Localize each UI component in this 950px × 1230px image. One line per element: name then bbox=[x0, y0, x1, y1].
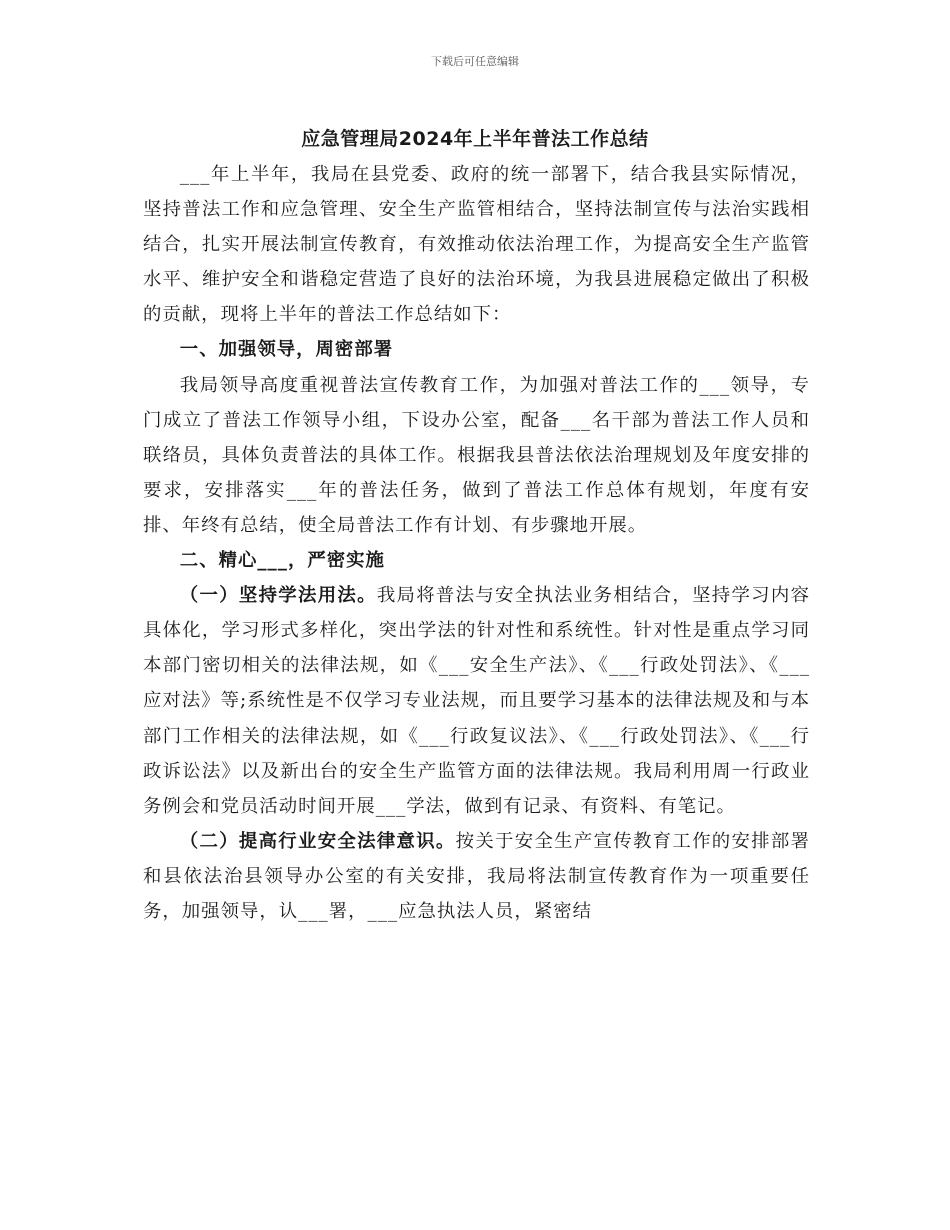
section-2-item-2 bbox=[143, 824, 810, 929]
page-header-note: 下载后可任意编辑 bbox=[431, 55, 519, 68]
section-1-paragraph: 我局领导高度重视普法宣传教育工作，为加强对普法工作的___领导，专门成立了普法工作领导小组，下设办公室，配备___名干部为普法工作人员和联络员，具体负责普法的具体工作。根据我县普法依法治理规划及年度安排的要求，安排落实___年的普法任务，做到了普法工作总体有规划，年度有安排、年终有总结，使全局普法工作有计划、有步骤地开展。 bbox=[143, 374, 810, 536]
item-1-lead: （一）坚持学法用法。 bbox=[179, 585, 377, 607]
section-2-item-1 bbox=[143, 578, 810, 824]
section-1-heading: 一、加强领导，周密部署 bbox=[179, 339, 394, 361]
section-2-heading: 二、精心___，严密实施 bbox=[179, 550, 385, 572]
item-2-lead: （二）提高行业安全法律意识。 bbox=[179, 830, 456, 852]
document-title: 应急管理局2024年上半年普法工作总结 bbox=[301, 128, 649, 150]
intro-paragraph: ___年上半年，我局在县党委、政府的统一部署下，结合我县实际情况，坚持普法工作和应急管理、安全生产监管相结合，坚持法制宣传与法治实践相结合，扎实开展法制宣传教育，有效推动依法治理工作，为提高安全生产监管水平、维护安全和谐稳定营造了良好的法治环境，为我县进展稳定做出了积极的贡献，现将上半年的普法工作总结如下： bbox=[143, 164, 810, 326]
item-1-text: 我局将普法与安全执法业务相结合，坚持学习内容具体化，学习形式多样化，突出学法的针对性和系统性。针对性是重点学习同本部门密切相关的法律法规，如《___安全生产法》、《___行政处罚法》、《___应对法》等;系统性是不仅学习专业法规，而且要学习基本的法律法规及和与本部门工作相关的法律法规，如《___行政复议法》、《___行政处罚法》、《___行政诉讼法》以及新出台的安全生产监管方面的法律法规。我局利用周一行政业务例会和党员活动时间开展___学法，做到有记录、有资料、有笔记。 bbox=[143, 585, 810, 817]
item-2-text: 按关于安全生产宣传教育工作的安排部署和县依法治县领导办公室的有关安排，我局将法制宣传教育作为一项重要任务，加强领导，认___署，___应急执法人员，紧密结 bbox=[143, 830, 810, 922]
document-body bbox=[143, 157, 810, 929]
